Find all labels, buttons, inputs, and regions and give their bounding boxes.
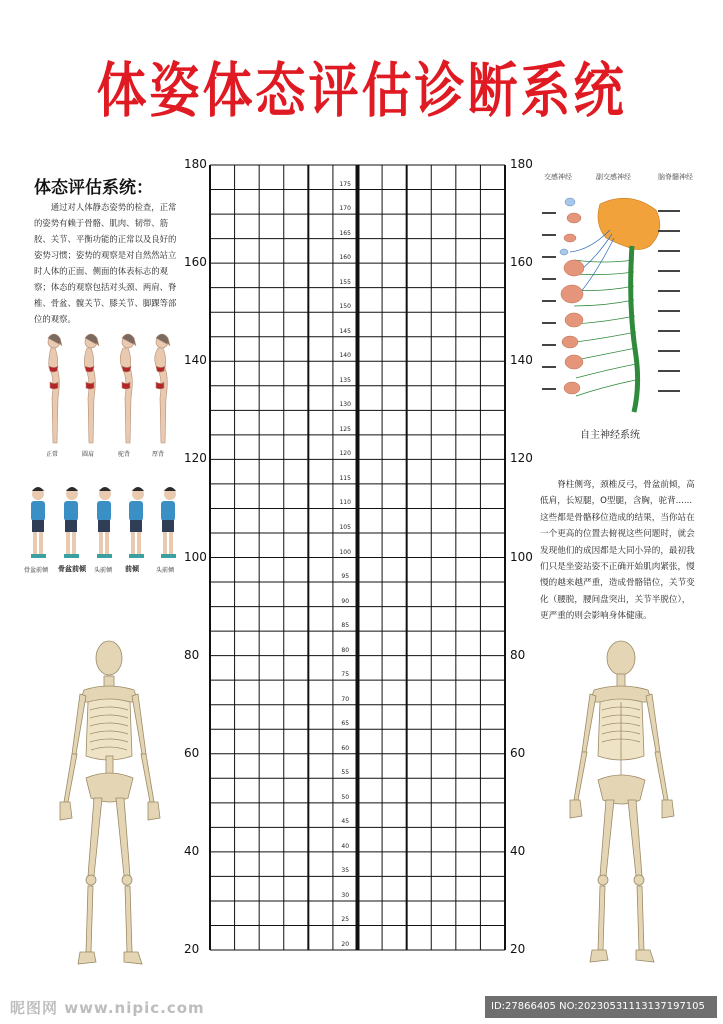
male-caption-5: 头前倾 [156, 567, 175, 574]
height-scale-label-left: 40 [184, 843, 200, 858]
height-scale-inner-label: 165 [339, 229, 351, 237]
height-scale-label-left: 180 [184, 157, 207, 171]
height-scale-inner-label: 20 [341, 941, 350, 948]
nerve-header-sympathetic: 交感神经 [544, 173, 572, 181]
height-scale-inner-label: 60 [341, 744, 350, 752]
height-scale-inner-label: 140 [339, 352, 351, 360]
height-scale-label-right: 100 [510, 549, 533, 564]
height-scale-inner-label: 30 [341, 891, 350, 899]
height-scale-label-right: 80 [510, 647, 526, 662]
female-caption-3: 驼背 [118, 451, 131, 458]
height-scale-inner-label: 25 [341, 916, 350, 924]
height-scale-label-left: 140 [184, 353, 207, 368]
posture-problems-description: 脊柱侧弯，颈椎反弓，骨盆前倾，高低肩，长短腿，O型腿，含胸，驼背......这些都是骨骼移位造成的结果，当你站在一个更高的位置去俯视这些问题时，就会发现他们的成因都是大同小异的，最初我们只是坐姿站姿不正确开始肌肉紧张，慢慢的越来越严重，造成骨骼错位，关节变化（腰脱，腰间盘突出，关节半脱位），更严重的则会影响身体健康。 [540, 480, 695, 622]
site-watermark: 昵图网 www.nipic.com [10, 999, 205, 1017]
height-scale-label-left: 20 [184, 942, 200, 956]
height-scale-inner-label: 95 [341, 573, 350, 581]
height-scale-inner-label: 175 [339, 180, 351, 188]
female-caption-4: 厚背 [152, 451, 165, 458]
female-caption-1: 正常 [46, 451, 59, 458]
height-scale-label-left: 80 [184, 647, 200, 662]
height-scale-inner-label: 150 [339, 303, 351, 311]
height-scale-inner-label: 105 [339, 523, 351, 531]
posture-system-heading: 体态评估系统： [34, 178, 153, 198]
height-scale-inner-label: 90 [341, 597, 350, 605]
poster-title: 体姿体态评估诊断系统 [96, 56, 627, 125]
height-scale-inner-label: 65 [341, 720, 350, 728]
posture-system-description: 通过对人体静态姿势的检查，正常的姿势有赖于骨骼、肌肉、韧带、筋胶、关节、平衡功能的正常以及良好的姿势习惯；姿势的观察是对自然然站立时人体的正面、侧面的体表标志的观察；体态的观察包括对头颈、两肩、脊椎、骨盆、髋关节、膝关节、脚踝等部位的观察。 [34, 202, 177, 324]
female-caption-2: 圆肩 [82, 451, 95, 458]
male-caption-2: 骨盆前倾 [58, 565, 86, 573]
height-scale-label-left: 60 [184, 745, 200, 760]
height-scale-inner-label: 75 [341, 671, 350, 679]
image-id-watermark: ID:27866405 NO:20230531113137197105 [485, 996, 717, 1018]
height-scale-inner-label: 145 [339, 327, 351, 335]
height-scale-label-left: 100 [184, 549, 207, 564]
nerve-header-cerebrospinal: 脑脊髓神经 [658, 173, 693, 181]
height-scale-label-right: 20 [510, 942, 526, 956]
height-scale-inner-label: 85 [341, 622, 350, 630]
height-scale-inner-label: 100 [339, 548, 351, 556]
height-scale-label-right: 60 [510, 745, 526, 760]
height-scale-inner-label: 45 [341, 818, 350, 826]
nerve-header-parasympathetic: 副交感神经 [596, 173, 631, 181]
height-scale-inner-label: 110 [339, 499, 351, 507]
height-scale-inner-label: 70 [341, 695, 350, 703]
height-scale-inner-label: 155 [339, 278, 351, 286]
height-scale-inner-label: 80 [341, 646, 350, 654]
male-caption-4: 前倾 [125, 565, 139, 573]
height-scale-inner-label: 125 [339, 425, 351, 433]
height-scale-label-right: 140 [510, 353, 533, 368]
height-scale-label-left: 160 [184, 255, 207, 270]
height-scale-label-right: 40 [510, 843, 526, 858]
nerve-system-caption: 自主神经系统 [580, 430, 640, 441]
height-scale-inner-label: 115 [339, 474, 351, 482]
male-caption-3: 头前倾 [94, 567, 113, 574]
male-caption-1: 骨盆前倾 [24, 567, 49, 574]
height-scale-inner-label: 135 [339, 376, 351, 384]
height-scale-label-right: 160 [510, 255, 533, 270]
height-scale-label-right: 120 [510, 451, 533, 466]
height-scale-inner-label: 35 [341, 867, 350, 875]
height-scale-inner-label: 160 [339, 254, 351, 262]
height-scale-inner-label: 120 [339, 450, 351, 458]
height-scale-inner-label: 50 [341, 793, 350, 801]
height-scale-label-right: 180 [510, 157, 533, 171]
height-scale-inner-label: 40 [341, 842, 350, 850]
height-scale-label-left: 120 [184, 451, 207, 466]
height-scale-inner-label: 130 [339, 401, 351, 409]
height-scale-inner-label: 55 [341, 769, 350, 777]
height-scale-inner-label: 170 [339, 205, 351, 213]
